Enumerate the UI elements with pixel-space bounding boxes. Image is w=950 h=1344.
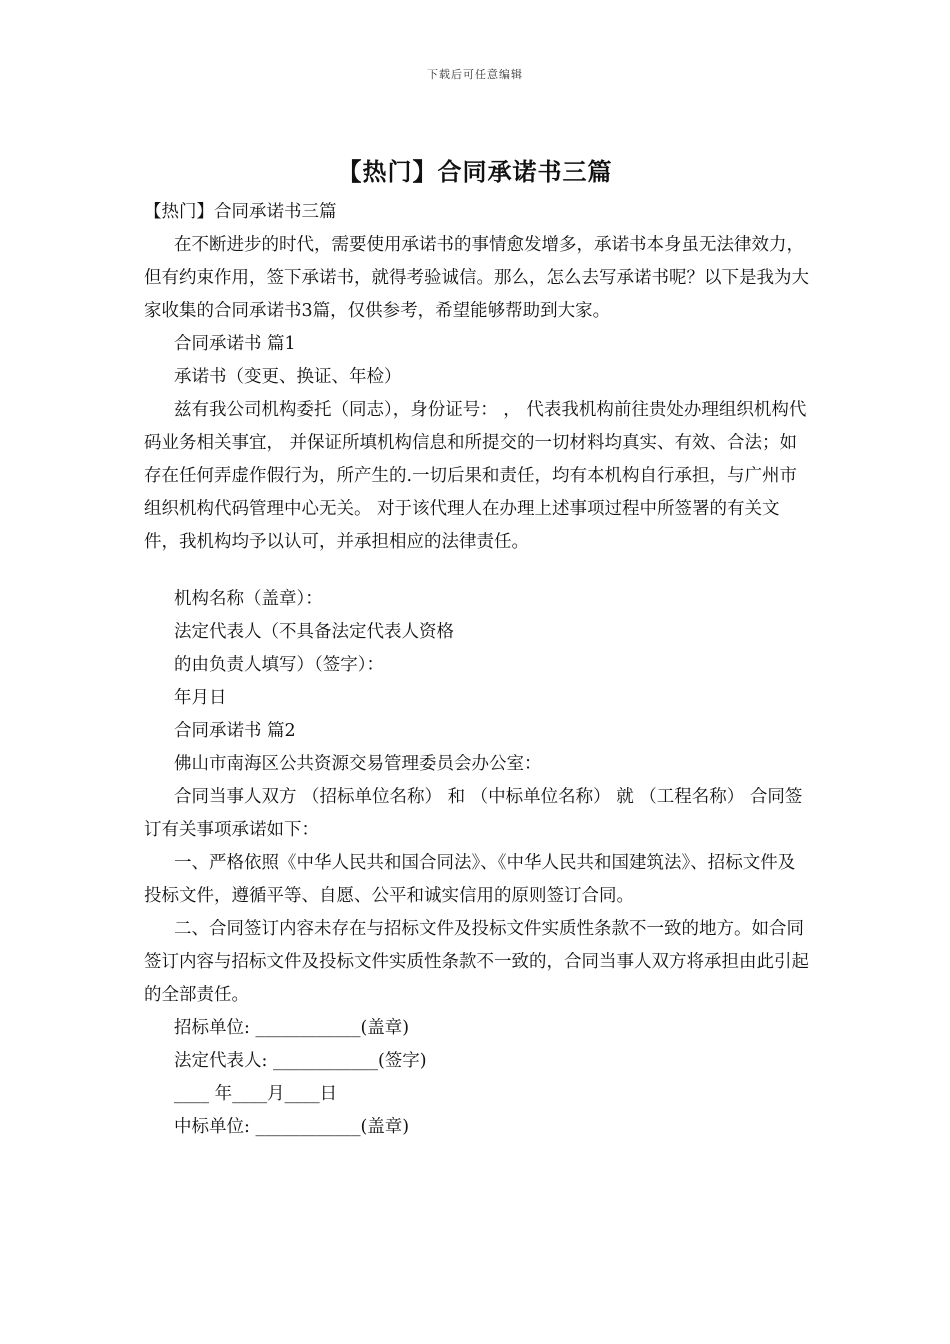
piece1-rep-line2: 的由负责人填写）（签字）： <box>174 655 384 675</box>
piece1-subject: 承诺书（变更、换证、年检） <box>174 367 402 387</box>
piece2-heading: 合同承诺书 篇2 <box>174 721 296 741</box>
subtitle: 【热门】合同承诺书三篇 <box>144 202 337 222</box>
piece1-body: 兹有我公司机构委托（同志），身份证号： ， 代表我机构前往贵处办理组织机构代码业务相关事宜， 并保证所填机构信息和所提交的一切材料均真实、有效、合法；如存在任何弄虚作假行为，所产生的.一切后果和责任，均有本机构自行承担，与广州市组织机构代码管理中心无关。 对于该代理人在办理上述事项过程中所签署的有关文件，我机构均予以认可，并承担相应的法律责任。 <box>144 400 807 552</box>
piece1-org-seal: 机构名称（盖章）： <box>174 589 323 609</box>
piece2-item-2: 二、合同签订内容未存在与招标文件及投标文件实质性条款不一致的地方。如合同签订内容与招标文件及投标文件实质性条款不一致的，合同当事人双方将承担由此引起的全部责任。 <box>144 919 809 1005</box>
piece1-date: 年月日 <box>174 688 227 708</box>
piece1-rep-line1: 法定代表人（不具备法定代表人资格 <box>174 622 454 642</box>
header-note: 下载后可任意编辑 <box>427 68 523 81</box>
piece2-paragraph: 合同当事人双方 （招标单位名称） 和 （中标单位名称） 就 （工程名称） 合同签订有关事项承诺如下： <box>144 787 803 840</box>
intro-paragraph: 在不断进步的时代，需要使用承诺书的事情愈发增多，承诺书本身虽无法律效力，但有约束作用，签下承诺书，就得考验诚信。那么，怎么去写承诺书呢？以下是我为大家收集的合同承诺书3篇，仅供参考，希望能够帮助到大家。 <box>144 235 809 321</box>
spacer <box>144 559 810 583</box>
piece2-addressee: 佛山市南海区公共资源交易管理委员会办公室： <box>174 754 542 774</box>
piece1-heading: 合同承诺书 篇1 <box>174 334 296 354</box>
sign-date: ____ 年____月____日 <box>174 1084 338 1104</box>
document-body <box>144 196 810 1144</box>
document-title: 【热门】合同承诺书三篇 <box>337 157 613 186</box>
sign-tender-unit: 招标单位: ____________(盖章) <box>174 1018 410 1038</box>
sign-winning-unit: 中标单位: ____________(盖章) <box>174 1117 410 1137</box>
piece2-item-1: 一、严格依照《中华人民共和国合同法》、《中华人民共和国建筑法》、招标文件及投标文件，遵循平等、自愿、公平和诚实信用的原则签订合同。 <box>144 853 796 906</box>
sign-legal-rep: 法定代表人: ____________(签字) <box>174 1051 427 1071</box>
